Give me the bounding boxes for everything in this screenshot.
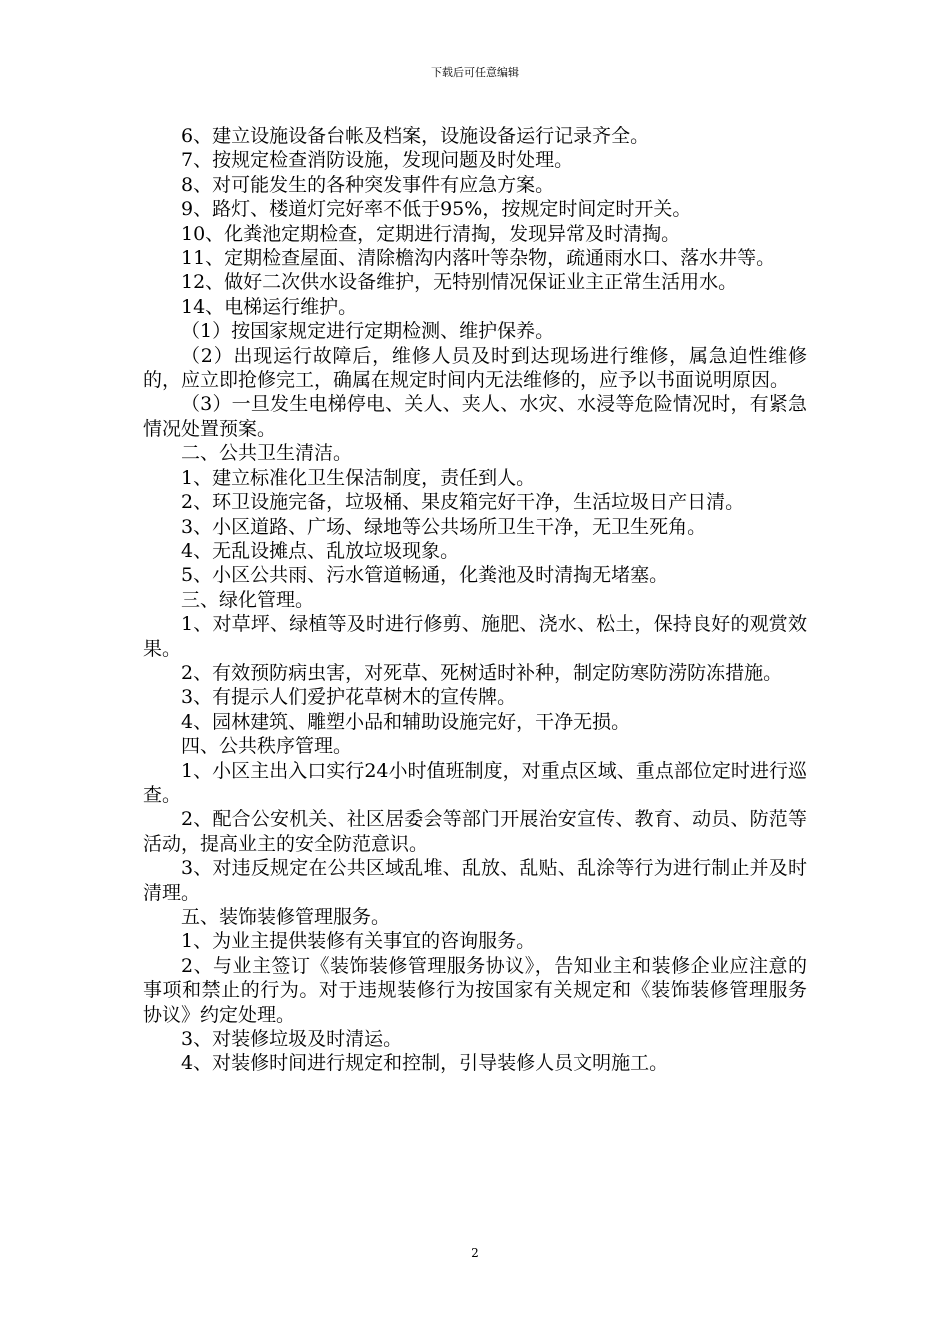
paragraph: 3、小区道路、广场、绿地等公共场所卫生干净，无卫生死角。 [181, 515, 707, 538]
paragraph: 4、对装修时间进行规定和控制，引导装修人员文明施工。 [181, 1052, 669, 1075]
paragraph: 8、对可能发生的各种突发事件有应急方案。 [181, 173, 555, 196]
paragraph: （1）按国家规定进行定期检测、维护保养。 [181, 320, 555, 343]
paragraph: 9、路灯、楼道灯完好率不低于95%，按规定时间定时开关。 [181, 198, 692, 221]
section-heading: 二、公共卫生清洁。 [181, 442, 353, 465]
paragraph: 2、配合公安机关、社区居委会等部门开展治安宣传、教育、动员、防范等活动，提高业主的安全防范意识。 [143, 808, 807, 855]
paragraph: 7、按规定检查消防设施，发现问题及时处理。 [181, 149, 574, 172]
page-number: 2 [471, 1246, 479, 1260]
paragraph: 1、建立标准化卫生保洁制度，责任到人。 [181, 466, 536, 489]
paragraph: （3）一旦发生电梯停电、关人、夹人、水灾、水浸等危险情况时，有紧急情况处置预案。 [143, 393, 807, 440]
paragraph: 3、对违反规定在公共区域乱堆、乱放、乱贴、乱涂等行为进行制止并及时清理。 [143, 857, 807, 904]
paragraph: 12、做好二次供水设备维护，无特别情况保证业主正常生活用水。 [181, 271, 738, 294]
page-header: 下载后可任意编辑 [431, 66, 519, 79]
paragraph: 5、小区公共雨、污水管道畅通，化粪池及时清掏无堵塞。 [181, 564, 669, 587]
document-body [143, 124, 807, 1076]
paragraph: 4、无乱设摊点、乱放垃圾现象。 [181, 539, 460, 562]
paragraph: 1、小区主出入口实行24小时值班制度，对重点区域、重点部位定时进行巡查。 [143, 759, 807, 806]
paragraph: 1、对草坪、绿植等及时进行修剪、施肥、浇水、松土，保持良好的观赏效果。 [143, 613, 807, 660]
section-heading: 三、绿化管理。 [181, 588, 315, 611]
paragraph: 10、化粪池定期检查，定期进行清掏，发现异常及时清掏。 [181, 222, 681, 245]
paragraph: 3、有提示人们爱护花草树木的宣传牌。 [181, 686, 517, 709]
paragraph: （2）出现运行故障后，维修人员及时到达现场进行维修，属急迫性维修的，应立即抢修完工，确属在规定时间内无法维修的，应予以书面说明原因。 [143, 344, 807, 392]
paragraph: 4、园林建筑、雕塑小品和辅助设施完好，干净无损。 [181, 710, 631, 733]
paragraph: 2、环卫设施完备，垃圾桶、果皮箱完好干净，生活垃圾日产日清。 [181, 491, 745, 514]
paragraph: 2、与业主签订《装饰装修管理服务协议》，告知业主和装修企业应注意的事项和禁止的行为。对于违规装修行为按国家有关规定和《装饰装修管理服务协议》约定处理。 [143, 954, 807, 1026]
paragraph: 11、定期检查屋面、清除檐沟内落叶等杂物，疏通雨水口、落水井等。 [181, 247, 776, 270]
paragraph: 1、为业主提供装修有关事宜的咨询服务。 [181, 930, 536, 953]
paragraph: 6、建立设施设备台帐及档案，设施设备运行记录齐全。 [181, 125, 650, 147]
paragraph: 3、对装修垃圾及时清运。 [181, 1028, 403, 1051]
paragraph: 14、电梯运行维护。 [181, 295, 358, 318]
paragraph: 2、有效预防病虫害，对死草、死树适时补种，制定防寒防涝防冻措施。 [181, 661, 783, 684]
section-heading: 四、公共秩序管理。 [181, 735, 353, 758]
section-heading: 五、装饰装修管理服务。 [181, 906, 391, 928]
